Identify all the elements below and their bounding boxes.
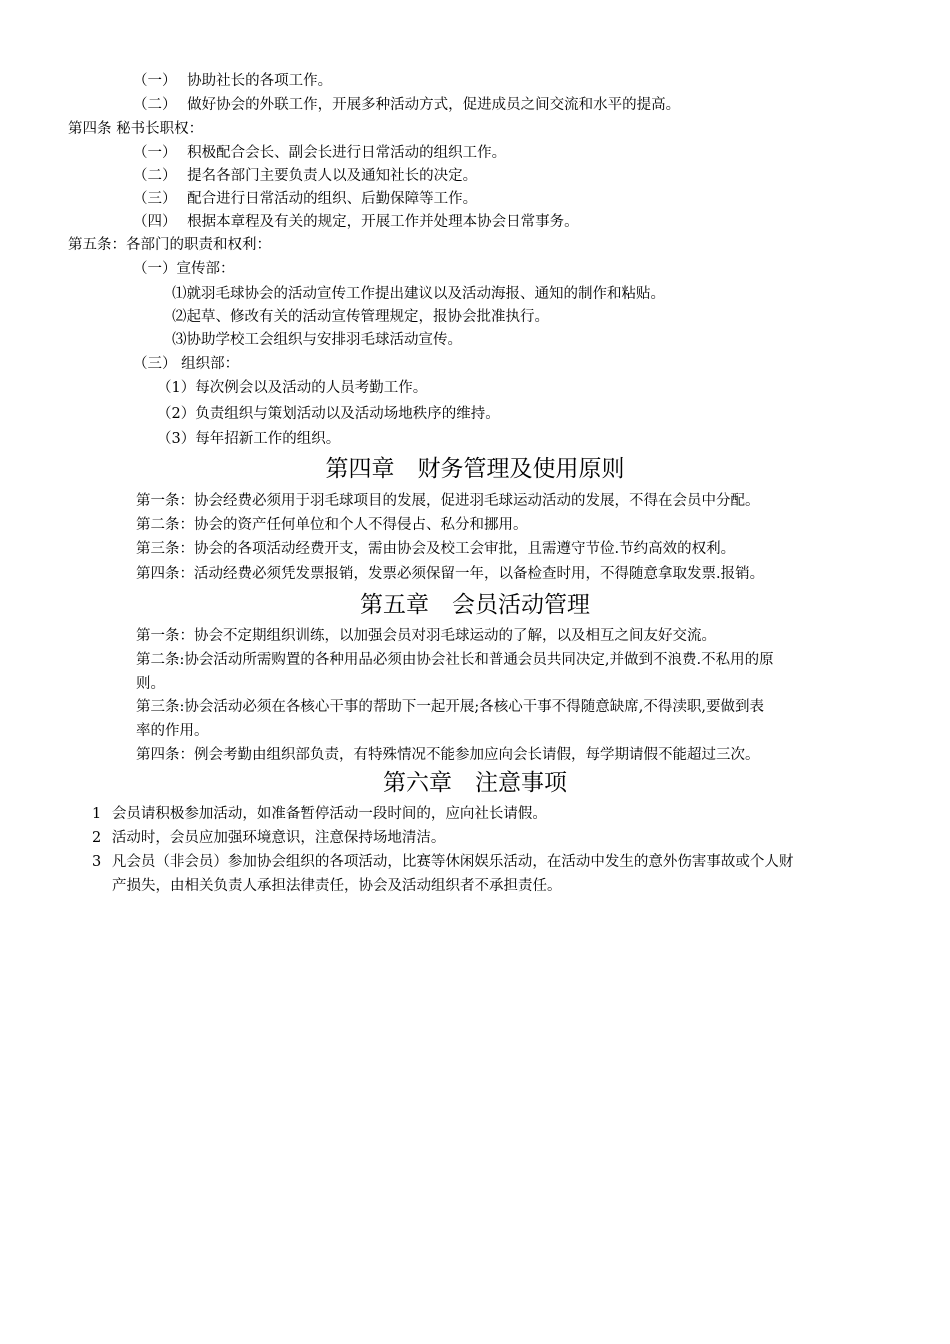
article: 第三条：协会的各项活动经费开支，需由协会及校工会审批，且需遵守节俭.节约高效的权利。: [136, 541, 736, 557]
list-item: [133, 143, 506, 163]
list-item: （2）负责组织与策划活动以及活动场地秩序的维持。: [157, 406, 500, 422]
item-text: 配合进行日常活动的组织、后勤保障等工作。: [187, 191, 478, 207]
item-number: 3: [92, 854, 102, 870]
article: 第一条：协会不定期组织训练，以加强会员对羽毛球运动的了解，以及相互之间友好交流。: [136, 628, 716, 644]
item-text: 积极配合会长、副会长进行日常活动的组织工作。: [187, 145, 507, 161]
list-item: [133, 189, 477, 209]
item-marker: （一）: [133, 145, 177, 161]
item-text: 凡会员（非会员）参加协会组织的各项活动，比赛等休闲娱乐活动，在活动中发生的意外伤害事故或个人财: [111, 854, 794, 870]
list-item: [92, 852, 793, 872]
article-heading: 第五条：各部门的职责和权利：: [68, 237, 271, 253]
item-number: 1: [92, 806, 102, 822]
article-continuation: 率的作用。: [136, 723, 209, 739]
list-item: [133, 71, 332, 91]
dept-title: （一）宣传部：: [133, 261, 235, 277]
article: 第四条：例会考勤由组织部负责，有特殊情况不能参加应向会长请假，每学期请假不能超过三次。: [136, 747, 760, 763]
chapter-title: 第六章 注意事项: [383, 770, 567, 796]
item-number: 2: [92, 830, 102, 846]
item-marker: （三）: [133, 191, 177, 207]
list-item: ⑶协助学校工会组织与安排羽毛球活动宣传。: [172, 332, 462, 348]
item-marker: （四）: [133, 214, 177, 230]
chapter-title: 第五章 会员活动管理: [360, 592, 590, 618]
list-item: [92, 828, 445, 848]
item-text: 协助社长的各项工作。: [187, 73, 333, 89]
list-item: （3）每年招新工作的组织。: [157, 431, 341, 447]
article: 第一条：协会经费必须用于羽毛球项目的发展，促进羽毛球运动活动的发展，不得在会员中分配。: [136, 493, 760, 509]
dept-title: （三） 组织部：: [133, 356, 240, 372]
item-text: 会员请积极参加活动，如准备暂停活动一段时间的，应向社长请假。: [111, 806, 547, 822]
list-item: [92, 804, 547, 824]
list-item: [133, 95, 680, 115]
article: 第四条：活动经费必须凭发票报销，发票必须保留一年，以备检查时用，不得随意拿取发票.报销。: [136, 566, 765, 582]
list-item: [133, 166, 477, 186]
item-marker: （一）: [133, 73, 177, 89]
item-text: 做好协会的外联工作，开展多种活动方式，促进成员之间交流和水平的提高。: [187, 97, 681, 113]
article: 第三条:协会活动必须在各核心干事的帮助下一起开展;各核心干事不得随意缺席,不得渎职,要做到表: [136, 699, 764, 715]
article: 第二条:协会活动所需购置的各种用品必须由协会社长和普通会员共同决定,并做到不浪费.不私用的原: [136, 652, 774, 668]
item-text: 提名各部门主要负责人以及通知社长的决定。: [187, 168, 478, 184]
article-continuation: 则。: [136, 676, 165, 692]
chapter-title: 第四章 财务管理及使用原则: [325, 456, 625, 482]
item-marker: （二）: [133, 97, 177, 113]
list-item: [133, 212, 579, 232]
item-text: 根据本章程及有关的规定，开展工作并处理本协会日常事务。: [187, 214, 579, 230]
item-marker: （二）: [133, 168, 177, 184]
article-heading: 第四条 秘书长职权：: [68, 121, 204, 137]
item-text: 活动时，会员应加强环境意识，注意保持场地清洁。: [111, 830, 446, 846]
article: 第二条：协会的资产任何单位和个人不得侵占、私分和挪用。: [136, 517, 528, 533]
list-item: ⑵起草、修改有关的活动宣传管理规定，报协会批准执行。: [172, 309, 549, 325]
list-item-continuation: 产损失，由相关负责人承担法律责任，协会及活动组织者不承担责任。: [112, 878, 562, 894]
list-item: （1）每次例会以及活动的人员考勤工作。: [157, 380, 428, 396]
list-item: ⑴就羽毛球协会的活动宣传工作提出建议以及活动海报、通知的制作和粘贴。: [172, 286, 665, 302]
